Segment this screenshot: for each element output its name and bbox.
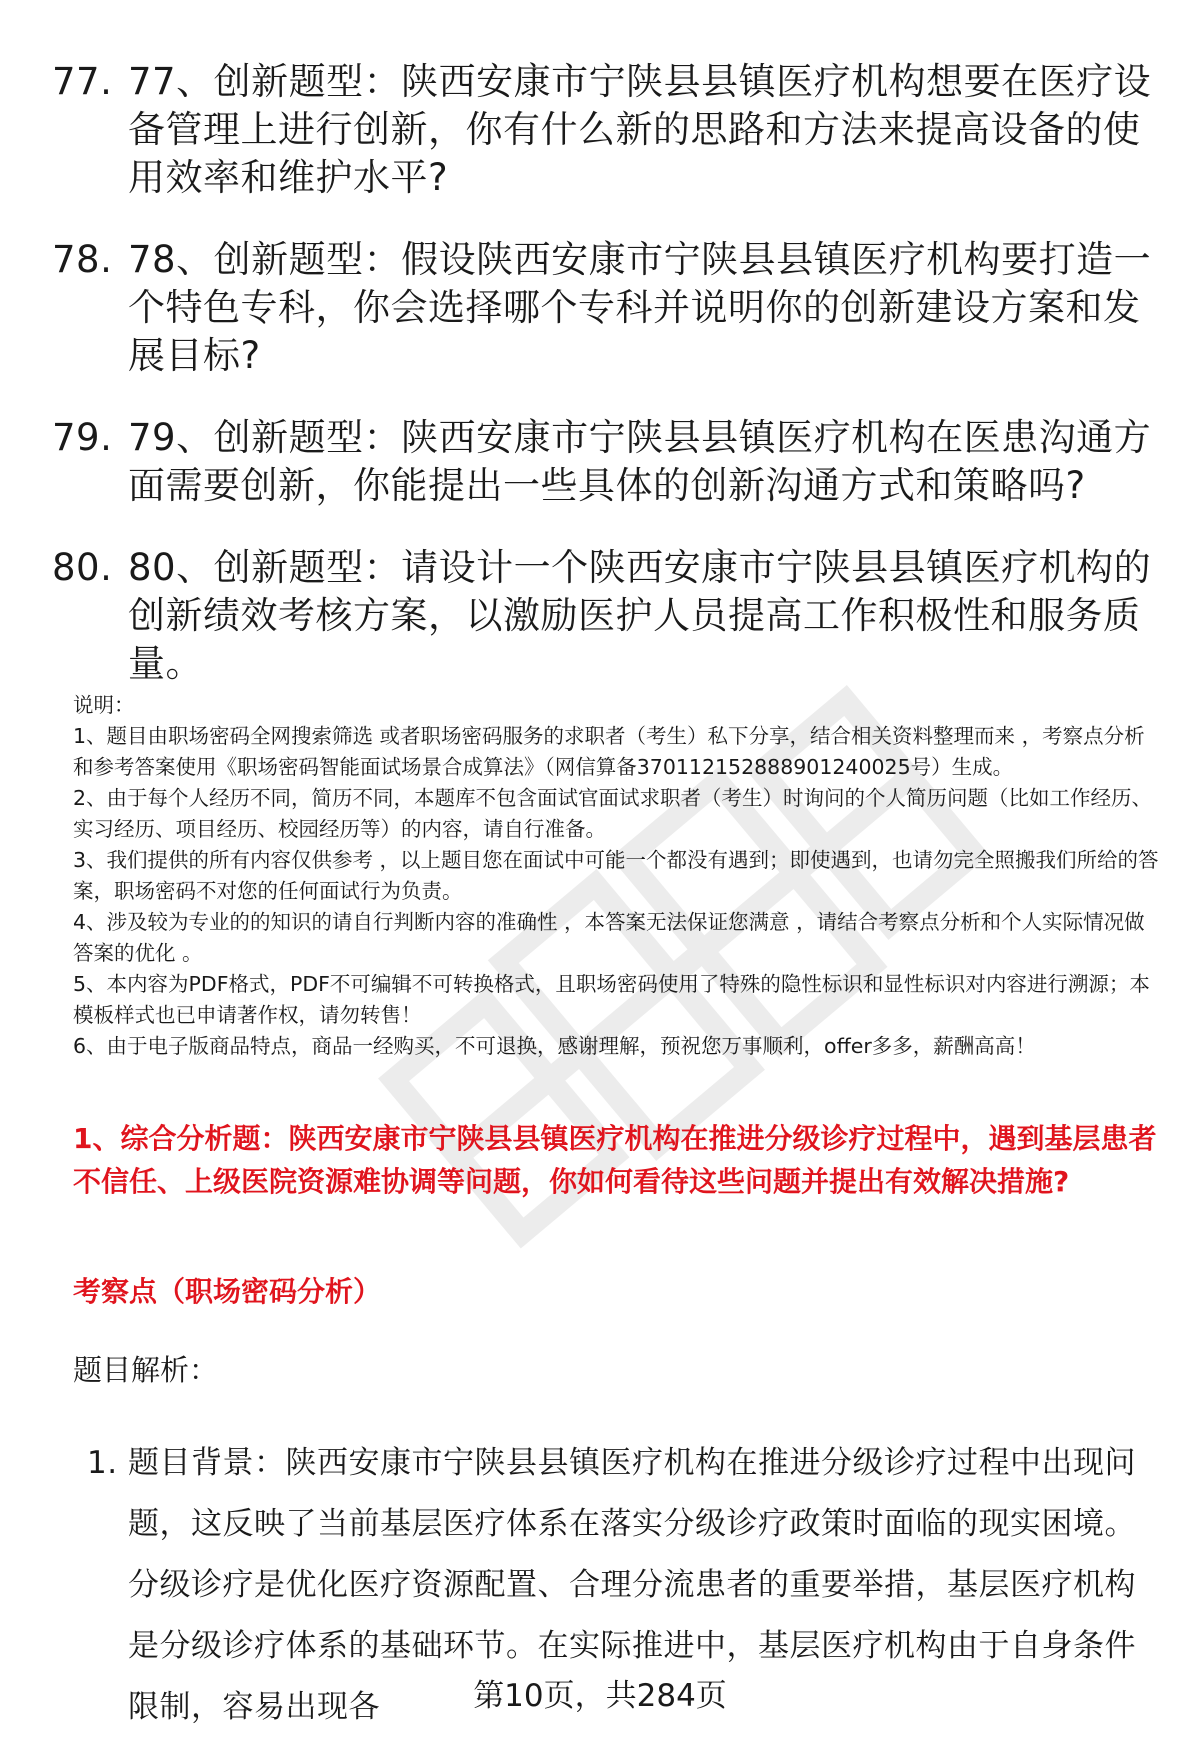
note-item: 3、我们提供的所有内容仅供参考 ，以上题目您在面试中可能一个都没有遇到；即使遇到，也请勿完全照搬我们所给的答案，职场密码不对您的任何面试行为负责。 bbox=[73, 848, 1159, 903]
list-item bbox=[0, 414, 1200, 510]
analysis-subheading: 考察点（职场密码分析） bbox=[73, 1275, 382, 1308]
analysis-number: 1. bbox=[87, 1445, 118, 1481]
note-item: 6、由于电子版商品特点，商品一经购买，不可退换，感谢理解，预祝您万事顺利，offer多多，薪酬高高！ bbox=[73, 1034, 1036, 1058]
page-footer: 第10页，共284页 bbox=[473, 1678, 727, 1714]
question-list bbox=[0, 58, 1200, 722]
question-number: 80. bbox=[52, 546, 113, 589]
featured-question: 1、综合分析题：陕西安康市宁陕县县镇医疗机构在推进分级诊疗过程中，遇到基层患者不信任、上级医院资源难协调等问题，你如何看待这些问题并提出有效解决措施? bbox=[73, 1122, 1157, 1198]
list-item bbox=[0, 236, 1200, 380]
question-number: 79. bbox=[52, 416, 113, 459]
analysis-text: 题目背景：陕西安康市宁陕县县镇医疗机构在推进分级诊疗过程中出现问题，这反映了当前基层医疗体系在落实分级诊疗政策时面临的现实困境。分级诊疗是优化医疗资源配置、合理分流患者的重要举措，基层医疗机构是分级诊疗体系的基础环节。在实际推进中，基层医疗机构由于自身条件限制，容易出现各 bbox=[128, 1445, 1136, 1725]
notes-section bbox=[73, 690, 1163, 1062]
note-item: 1、题目由职场密码全网搜索筛选 或者职场密码服务的求职者（考生）私下分享，结合相关资料整理而来 ，考察点分析和参考答案使用《职场密码智能面试场景合成算法》（网信算备370112152888901240025号）生成。 bbox=[73, 724, 1145, 779]
note-item: 2、由于每个人经历不同，简历不同，本题库不包含面试官面试求职者（考生）时询问的个人简历问题（比如工作经历、实习经历、项目经历、校园经历等）的内容，请自行准备。 bbox=[73, 786, 1153, 841]
note-item: 4、涉及较为专业的的知识的请自行判断内容的准确性 ，本答案无法保证您满意 ，请结合考察点分析和个人实际情况做答案的优化 。 bbox=[73, 910, 1145, 965]
list-item bbox=[0, 58, 1200, 202]
note-item: 5、本内容为PDF格式，PDF不可编辑不可转换格式，且职场密码使用了特殊的隐性标识和显性标识对内容进行溯源；本模板样式也已申请著作权，请勿转售！ bbox=[73, 972, 1150, 1027]
question-text: 78、创新题型：假设陕西安康市宁陕县县镇医疗机构要打造一个特色专科，你会选择哪个专科并说明你的创新建设方案和发展目标? bbox=[128, 238, 1152, 377]
analysis-title: 题目解析： bbox=[73, 1353, 219, 1387]
question-text: 79、创新题型：陕西安康市宁陕县县镇医疗机构在医患沟通方面需要创新，你能提出一些具体的创新沟通方式和策略吗? bbox=[128, 416, 1152, 507]
question-number: 78. bbox=[52, 238, 113, 281]
question-number: 77. bbox=[52, 60, 113, 103]
question-text: 77、创新题型：陕西安康市宁陕县县镇医疗机构想要在医疗设备管理上进行创新，你有什么新的思路和方法来提高设备的使用效率和维护水平? bbox=[128, 60, 1152, 199]
question-text: 80、创新题型：请设计一个陕西安康市宁陕县县镇医疗机构的创新绩效考核方案，以激励医护人员提高工作积极性和服务质量。 bbox=[128, 546, 1152, 685]
list-item bbox=[0, 544, 1200, 688]
notes-heading: 说明： bbox=[73, 693, 135, 717]
